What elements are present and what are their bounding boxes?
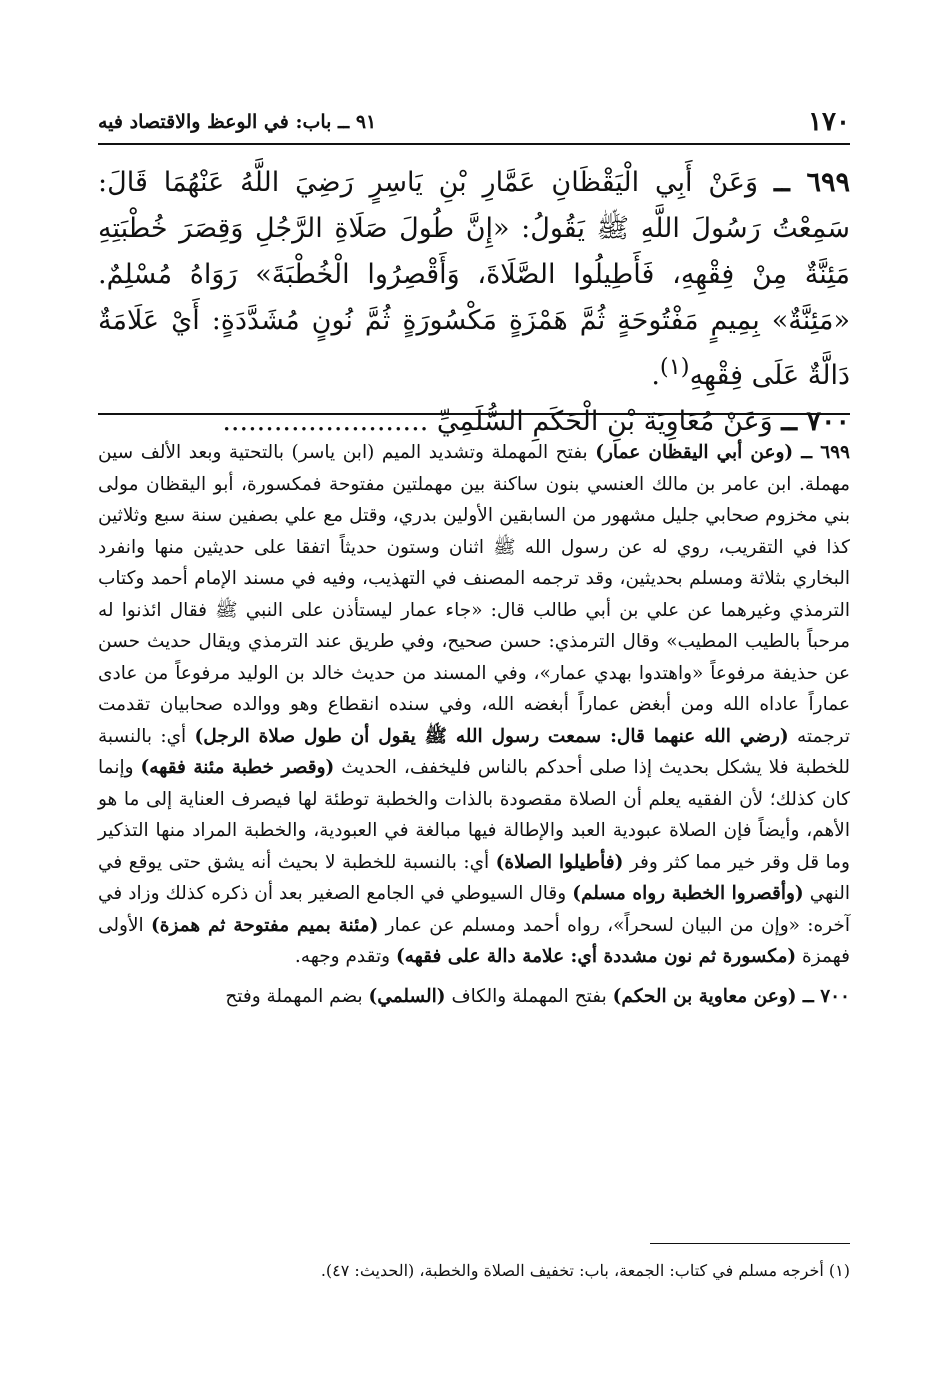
commentary-segment: بضم المهملة وفتح [225,985,363,1007]
section-divider [98,413,850,415]
commentary-quote: (السلمي) [368,985,446,1007]
commentary-quote: (وقصر خطبة مئنة فقهه) [140,757,335,778]
commentary [98,437,850,1012]
commentary-segment: أي: بالنسبة للخطبة لا بحيث أنه يشق حتى يوقع في النهي [98,851,850,904]
hadith-699-end: . [651,360,660,391]
commentary-quote: (مئنة بميم مفتوحة ثم همزة) [151,914,379,936]
commentary-699-lead: ٦٩٩ ــ (وعن أبي اليقظان عمار) [595,442,850,463]
footnote: (١) أخرجه مسلم في كتاب: الجمعة، باب: تخفيف الصلاة والخطبة، (الحديث: ٤٧). [320,1261,850,1280]
hadith-700-number: ٧٠٠ ــ [781,406,850,437]
commentary-quote: (مكسورة ثم نون مشددة أي: علامة دالة على فقهه) [395,946,797,967]
commentary-quote: (رضي الله عنهما قال: سمعت رسول الله ﷺ يقول أن طول صلاة الرجل) [194,725,789,747]
footnote-divider [650,1243,850,1244]
commentary-699 [98,437,850,973]
page-header [98,104,850,140]
header-divider [98,143,850,145]
page-number: ١٧٠ [808,107,850,137]
hadith-699-text: وَعَنْ أَبِي الْيَقْظَانِ عَمَّارِ بْنِ يَاسِرٍ رَضِيَ اللَّهُ عَنْهُمَا قَالَ: سَمِعْتُ رَسُولَ اللَّهِ ﷺ يَقُولُ: «إِنَّ طُولَ صَلَاةِ الرَّجُلِ وَقِصَرَ خُطْبَتِهِ مَئِنَّةٌ مِنْ فِقْهِهِ، فَأَطِيلُوا الصَّلَاةَ، وَأَقْصِرُوا الْخُطْبَةَ» رَوَاهُ مُسْلِمٌ. «مَئِنَّةٌ» بِمِيمٍ مَفْتُوحَةٍ ثُمَّ هَمْزَةٍ مَكْسُورَةٍ ثُمَّ نُونٍ مُشَدَّدَةٍ: أَيْ عَلَامَةٌ دَالَّةٌ عَلَى فِقْهِهِ [98,167,850,391]
hadith-text [98,160,850,445]
commentary-quote: (وأقصروا الخطبة رواه مسلم) [572,883,804,904]
commentary-segment: وإنما كان كذلك؛ لأن الفقيه يعلم أن الصلاة مقصودة بالذات والخطبة توطئة لها فيصرف العناية إلى ما هو الأهم، وأيضاً فإن الصلاة عبودية العبد والإطالة فيها مبالغة في العبودية، والخطبة المراد منها التذكير وما قل وقر خير مما كثر وفر [98,757,850,873]
commentary-segment: الأولى فهمزة [98,914,850,967]
hadith-700-ellipsis: ........................ [222,406,429,437]
commentary-quote: (فأطيلوا الصلاة) [495,851,624,873]
running-title: ٩١ ــ باب: في الوعظ والاقتصاد فيه [98,111,377,133]
commentary-segment: وقال السيوطي في الجامع الصغير بعد أن ذكره كذلك وزاد في آخره: «وإن من البيان لسحراً»، رواه أحمد ومسلم عن عمار [98,883,850,936]
commentary-segment: وتقدم وجهه. [294,946,391,967]
hadith-699-number: ٦٩٩ ــ [773,167,850,198]
commentary-segment: بفتح المهملة والكاف [451,985,607,1007]
commentary-segment: أي: بالنسبة للخطبة فلا يشكل بحديث إذا صلى أحدكم بالناس فليخفف، الحديث [98,725,850,778]
hadith-699 [98,160,850,399]
footnote-marker: (١) [659,354,690,380]
hadith-700-text: وَعَنْ مُعَاوِيَةَ بْنِ الْحَكَمِ السُّلَمِيِّ [436,406,773,437]
commentary-segment: بفتح المهملة وتشديد الميم (ابن ياسر) بالتحتية وبعد الألف سين مهملة. ابن عامر بن مالك العنسي بنون ساكنة بين مهملتين مفتوحة فمكسورة، أبو اليقظان مولى بني مخزوم صحابي جليل مشهور من السابقين الأولين بدري، وقتل مع علي بصفين سنة سبع وثلاثين كذا في التقريب، روي له عن رسول الله ﷺ اثنان وستون حديثاً اتفقا على حديثين منها وانفرد البخاري بثلاثة ومسلم بحديثين، وقد ترجمه المصنف في التهذيب، وفيه في مسند الإمام أحمد وكتاب الترمذي وغيرهما عن علي بن أبي طالب قال: «جاء عمار ليستأذن على النبي ﷺ فقال ائذنوا له مرحباً بالطيب المطيب» وقال الترمذي: حسن صحيح، وفي طريق عند الترمذي ويقال حديث حسن عن حذيفة مرفوعاً «واهتدوا بهدي عمار»، وفي المسند من حديث خالد بن الوليد مرفوعاً من عادى عماراً عاداه الله ومن أبغض عماراً أبغضه الله، وفي سنده انقطاع وهو ووالده صحابيان تقدمت ترجمته [98,442,850,747]
commentary-700 [98,981,850,1013]
commentary-700-lead: ٧٠٠ ــ (وعن معاوية بن الحكم) [612,985,850,1007]
